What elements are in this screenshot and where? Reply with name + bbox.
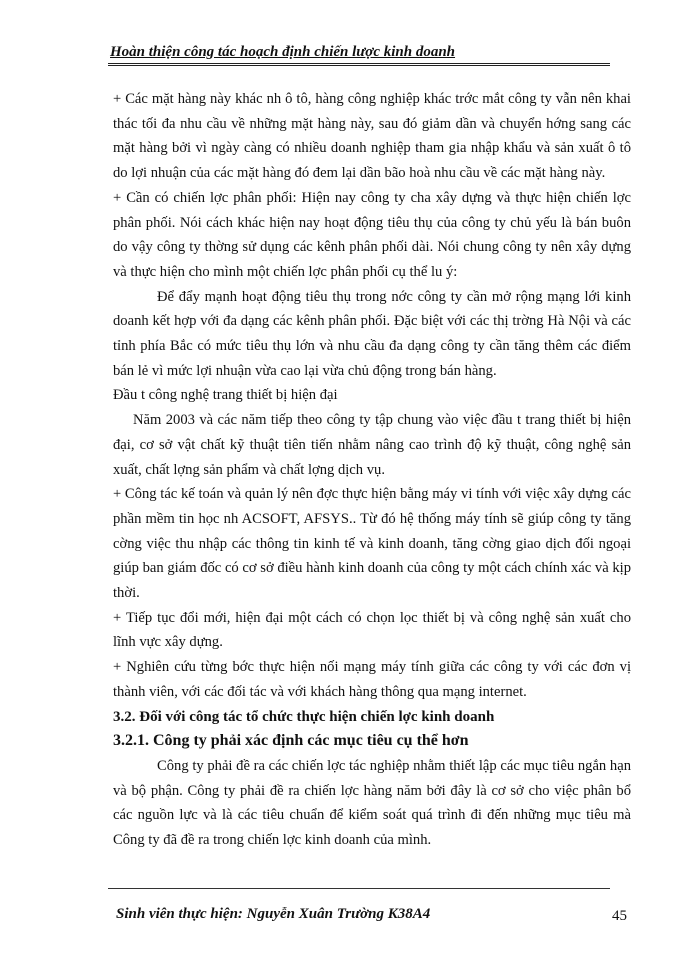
page-number: 45 (612, 908, 627, 924)
running-header: Hoàn thiện công tác hoạch định chiến lược kinh doanh (110, 44, 456, 60)
paragraph-innovation: + Tiếp tục đổi mới, hiện đại một cách có chọn lọc thiết bị và công nghệ sản xuất cho lĩnh vực xây dựng. (113, 609, 631, 651)
paragraph-product-shift: + Các mặt hàng này khác nh ô tô, hàng công nghiệp khác trớc mắt công ty vẫn nên khai thác tối đa nhu cầu về những mặt hàng này, sau đó giảm dần và chuyển hớng sang các mặt hàng bởi vì ngày càng có nhiều doanh nghiệp tham gia nhập khẩu và sản xuất ô tô do lợi nhuận của các mặt hàng đó đem lại dần bão hoà nhu cầu về các mặt hàng này. (113, 91, 631, 182)
header-rule (108, 63, 610, 66)
page-content (113, 87, 631, 853)
paragraph-modern-equipment: Năm 2003 và các năm tiếp theo công ty tập chung vào việc đầu t trang thiết bị hiện đại, cơ sở vật chất kỹ thuật tiên tiến nhằm nâng cao trình độ kỹ thuật, công nghệ sản xuất, chất lợng sản phẩm và chất lợng dịch vụ. (113, 412, 631, 478)
paragraph-accounting-software: + Công tác kế toán và quản lý nên đợc thực hiện bằng máy vi tính với việc xây dựng các phần mềm tin học nh ACSOFT, AFSYS.. Từ đó hệ thống máy tính sẽ giúp công ty tăng cờng việc thu nhập các thông tin kinh tế và kinh doanh, tăng cờng giao dịch đối ngoại giúp ban giám đốc có cơ sở điều hành kinh doanh của công ty một cách chính xác và kịp thời. (113, 486, 631, 602)
paragraph-sales-network: Để đẩy mạnh hoạt động tiêu thụ trong nớc công ty cần mở rộng mạng lới kinh doanh kết hợp với đa dạng các kênh phân phối. Đặc biệt với các thị trờng Hà Nội và các tỉnh phía Bắc có mức tiêu thụ lớn và nhu cầu đa dạng công ty cần tăng thêm các điểm bán lẻ vì mức lợi nhuận vừa cao lại vừa chủ động trong bán hàng. (113, 288, 631, 379)
footer-rule (108, 888, 610, 889)
paragraph-distribution-strategy: + Cần có chiến lợc phân phối: Hiện nay công ty cha xây dựng và thực hiện chiến lợc phân phối. Nói cách khác hiện nay hoạt động tiêu thụ của công ty chủ yếu là bán buôn do vậy công ty thờng sử dụng các kênh phân phối dài. Nói chung công ty nên xây dựng và thực hiện cho mình một chiến lợc phân phối cụ thể lu ý: (113, 189, 631, 280)
section-heading-3-2-1: 3.2.1. Công ty phải xác định các mục tiêu cụ thể hơn (113, 732, 469, 750)
section-heading-3-2: 3.2. Đối với công tác tổ chức thực hiện chiến lợc kinh doanh (113, 708, 495, 725)
paragraph-technology-investment-title: Đầu t công nghệ trang thiết bị hiện đại (113, 387, 338, 404)
paragraph-networking: + Nghiên cứu từng bớc thực hiện nối mạng máy tính giữa các công ty với các đơn vị thành viên, với các đối tác và với khách hàng thông qua mạng internet. (113, 659, 631, 700)
paragraph-objectives: Công ty phải đề ra các chiến lợc tác nghiệp nhằm thiết lập các mục tiêu ngắn hạn và bộ phận. Công ty phải đề ra chiến lợc hàng năm bởi đây là cơ sở cho việc phân bổ các nguồn lực và là các tiêu chuẩn để kiểm soát quá trình đi đến những mục tiêu mà Công ty đã đề ra trong chiến lợc kinh doanh của mình. (113, 757, 631, 849)
footer-author: Sinh viên thực hiện: Nguyễn Xuân Trường K38A4 (116, 906, 431, 922)
